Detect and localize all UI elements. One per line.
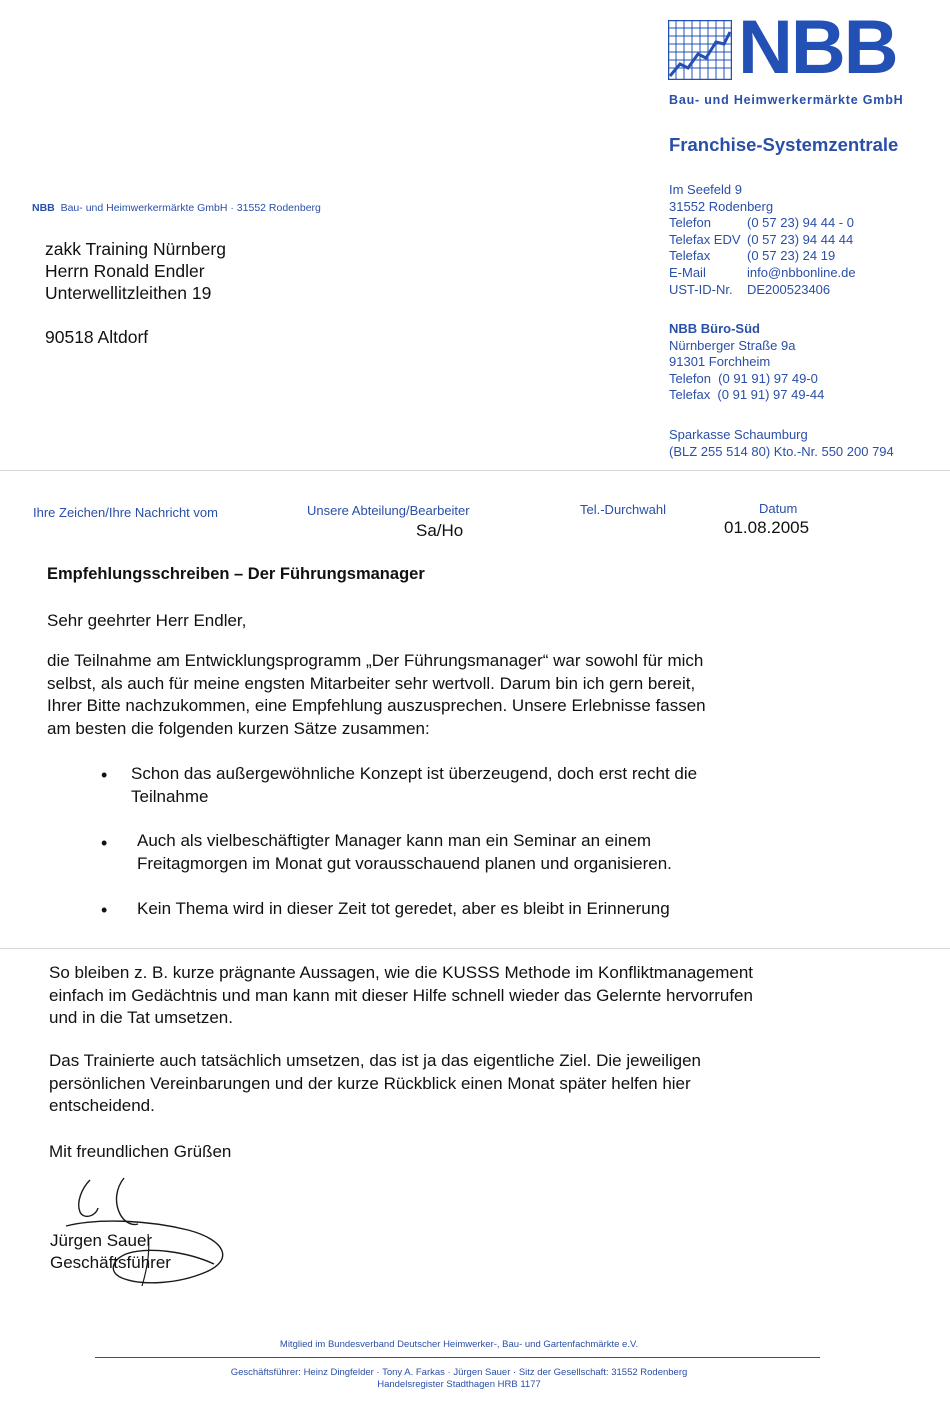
paragraph-2 [49,962,753,1030]
paragraph-line: So bleiben z. B. kurze prägnante Aussagen, wie die KUSSS Methode im Konfliktmanagement [49,963,754,982]
ref-department-value: Sa/Ho [416,521,464,540]
hq-phone-label: Telefon [669,215,711,231]
intro-paragraph [47,650,706,740]
paragraph-line: und in die Tat umsetzen. [49,1008,233,1027]
paragraph-3 [49,1050,701,1118]
bullet-line: Auch als vielbeschäftigter Manager kann man ein Seminar an einem [137,831,652,850]
footer-register-line: Handelsregister Stadthagen HRB 1177 [377,1379,541,1390]
hq-vat-value: DE200523406 [747,281,831,297]
footer-divider [95,1357,820,1358]
paragraph-line: persönlichen Vereinbarungen und der kurze Rückblick einen Monat später helfen hier [49,1073,691,1093]
branch-phone: Telefon (0 91 91) 97 49-0 [669,370,818,386]
bullet-icon: • [101,900,108,920]
ref-label-phone: Tel.-Durchwahl [580,502,666,517]
hq-city: 31552 Rodenberg [669,198,774,214]
intro-line: am besten die folgenden kurzen Sätze zusammen: [47,718,430,738]
salutation: Sehr geehrter Herr Endler, [47,611,247,630]
hq-fax-label: Telefax [669,248,711,264]
ref-label-date: Datum [759,501,798,516]
bullet-item-2 [137,830,672,875]
bullet-line: Kein Thema wird in dieser Zeit tot geredet, aber es bleibt in Erinnerung [137,899,670,918]
ref-date-value: 01.08.2005 [724,518,810,537]
hq-email-value: info@nbbonline.de [747,264,856,280]
nbb-logo-grid-icon [668,20,732,80]
bank-block [669,427,894,460]
hq-fax-edv-label: Telefax EDV [669,231,741,247]
hq-fax-value: (0 57 23) 24 19 [747,248,836,264]
letter-subject: Empfehlungsschreiben – Der Führungsmanager [47,565,425,583]
bullet-item-1 [131,763,697,808]
sender-return-line [32,202,321,214]
paragraph-line: entscheidend. [49,1096,155,1115]
footer-membership: Mitglied im Bundesverband Deutscher Heimwerker-, Bau- und Gartenfachmärkte e.V. [279,1339,639,1350]
bullet-line: Schon das außergewöhnliche Konzept ist überzeugend, doch erst recht die [131,764,698,783]
hq-phone-value: (0 57 23) 94 44 - 0 [747,215,854,231]
fold-line [0,948,950,949]
paragraph-line: einfach im Gedächtnis und man kann mit dieser Hilfe schnell wieder das Gelernte hervorrufen [49,985,753,1005]
paragraph-line: Das Trainierte auch tatsächlich umsetzen, das ist ja das eigentliche Ziel. Die jeweiligen [49,1051,701,1070]
recipient-postcode-city: 90518 Altdorf [45,327,149,347]
hq-contact-block [669,182,856,298]
recipient-line3: Unterwellitzleithen 19 [45,283,212,303]
sender-rest: Bau- und Heimwerkermärkte GmbH · 31552 Rodenberg [60,202,321,214]
hq-email-label: E-Mail [669,264,706,280]
recipient-line2: Herrn Ronald Endler [45,261,205,281]
bullet-icon: • [101,765,108,785]
company-subtitle: Bau- und Heimwerkermärkte GmbH [669,93,904,107]
branch-fax: Telefax (0 91 91) 97 49-44 [669,387,825,403]
hq-street: Im Seefeld 9 [669,182,742,197]
branch-street: Nürnberger Straße 9a [669,337,796,353]
hq-vat-label: UST-ID-Nr. [669,281,733,297]
recipient-address [45,238,226,304]
bank-name: Sparkasse Schaumburg [669,427,808,442]
footer-management-line: Geschäftsführer: Heinz Dingfelder · Tony A. Farkas · Jürgen Sauer · Sitz der Gesellschaft: 31552 Rodenberg [230,1367,688,1378]
ref-label-department: Unsere Abteilung/Bearbeiter [307,503,470,518]
nbb-logo-text: NBB [738,5,897,90]
fold-line [0,470,950,471]
hq-fax-edv-value: (0 57 23) 94 44 44 [747,231,854,247]
intro-line: selbst, als auch für meine engsten Mitarbeiter sehr wertvoll. Darum bin ich gern bereit, [47,673,696,693]
bank-details: (BLZ 255 514 80) Kto.-Nr. 550 200 794 [669,443,894,459]
bullet-icon: • [101,833,108,853]
bullet-item-3 [137,898,670,921]
sender-abbr: NBB [32,202,55,214]
closing: Mit freundlichen Grüßen [49,1142,232,1161]
branch-contact-block [669,321,824,404]
bullet-line: Freitagmorgen im Monat gut vorausschauend planen und organisieren. [137,853,672,873]
bullet-line: Teilnahme [131,786,209,806]
branch-name: NBB Büro-Süd [669,321,760,336]
ref-label-yours: Ihre Zeichen/Ihre Nachricht vom [33,505,218,520]
branch-city: 91301 Forchheim [669,354,771,370]
signer-name: Jürgen Sauer [50,1231,153,1250]
signer-title: Geschäftsführer [50,1253,171,1272]
recipient-line1: zakk Training Nürnberg [45,239,226,259]
footer-management [0,1367,918,1391]
intro-line: Ihrer Bitte nachzukommen, eine Empfehlung auszusprechen. Unsere Erlebnisse fassen [47,696,706,715]
franchise-heading: Franchise-Systemzentrale [669,134,899,155]
intro-line: die Teilnahme am Entwicklungsprogramm „Der Führungsmanager“ war sowohl für mich [47,651,704,670]
